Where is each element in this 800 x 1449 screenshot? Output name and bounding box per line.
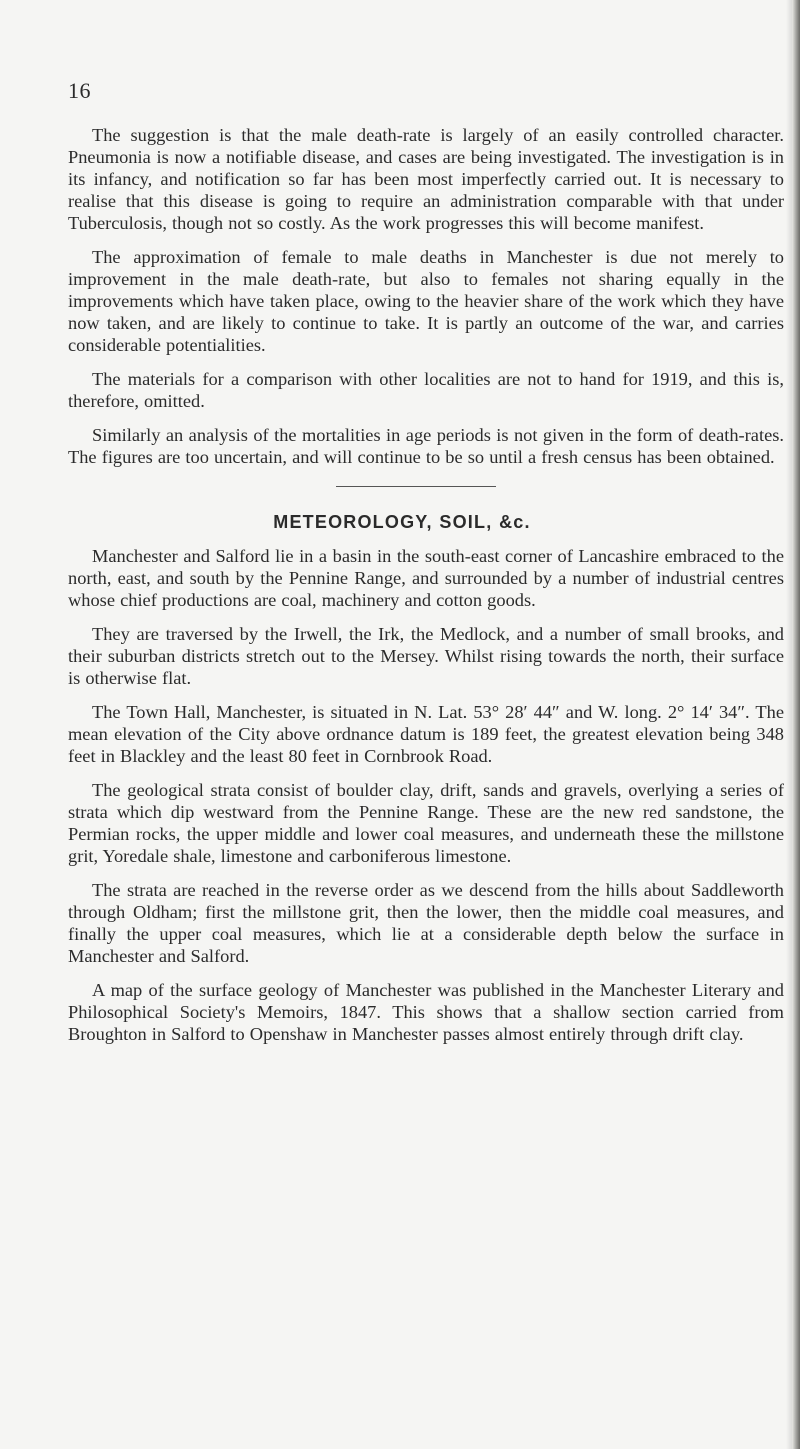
paragraph: The Town Hall, Manchester, is situated in N. Lat. 53° 28′ 44″ and W. long. 2° 14′ 34″. The mean elevation of the City above ordnance datum is 189 feet, the greatest elevation being 348 feet in Blackley and the least 80 feet in Cornbrook Road. bbox=[68, 702, 784, 766]
paragraph: The approximation of female to male deaths in Manchester is due not merely to improvement in the male death-rate, but also to females not sharing equally in the improvements which have taken place, owing to the heavier share of the work which they have now taken, and are likely to continue to take. It is partly an outcome of the war, and carries considerable potentialities. bbox=[68, 247, 784, 355]
paragraph: A map of the surface geology of Manchester was published in the Manchester Literary and Philosophical Society's Memoirs, 1847. This shows that a shallow section carried from Broughton in Salford to Openshaw in Manchester passes almost entirely through drift clay. bbox=[68, 980, 784, 1044]
section-heading: METEOROLOGY, SOIL, &c. bbox=[273, 512, 531, 532]
paragraph: The suggestion is that the male death-rate is largely of an easily controlled character. Pneumonia is now a notifiable disease, and cases are being investigated. The investigation is in its infancy, and notification so far has been most imperfectly carried out. It is necessary to realise that this disease is going to require an administration comparable with that under Tuberculosis, though not so costly. As the work progresses this will become manifest. bbox=[68, 125, 784, 233]
paragraph: They are traversed by the Irwell, the Irk, the Medlock, and a number of small brooks, and their suburban districts stretch out to the Mersey. Whilst rising towards the north, their surface is otherwise flat. bbox=[68, 624, 784, 688]
paragraph: Manchester and Salford lie in a basin in the south-east corner of Lancashire embraced to the north, east, and south by the Pennine Range, and surrounded by a number of industrial centres whose chief productions are coal, machinery and cotton goods. bbox=[68, 546, 784, 610]
page-edge bbox=[792, 0, 800, 1449]
paragraph: The strata are reached in the reverse order as we descend from the hills about Saddleworth through Oldham; first the millstone grit, then the lower, then the middle coal measures, and finally the upper coal measures, which lie at a considerable depth below the surface in Manchester and Salford. bbox=[68, 880, 784, 966]
paragraph: The geological strata consist of boulder clay, drift, sands and gravels, overlying a series of strata which dip westward from the Pennine Range. These are the new red sandstone, the Permian rocks, the upper middle and lower coal measures, and underneath these the millstone grit, Yoredale shale, limestone and carboniferous limestone. bbox=[68, 780, 784, 866]
paragraph: The materials for a comparison with other localities are not to hand for 1919, and this is, therefore, omitted. bbox=[68, 369, 784, 411]
page-number: 16 bbox=[68, 78, 91, 103]
page-body bbox=[68, 124, 784, 1057]
section-divider bbox=[336, 486, 496, 487]
paragraph: Similarly an analysis of the mortalities in age periods is not given in the form of death-rates. The figures are too uncertain, and will continue to be so until a fresh census has been obtained. bbox=[68, 425, 784, 467]
